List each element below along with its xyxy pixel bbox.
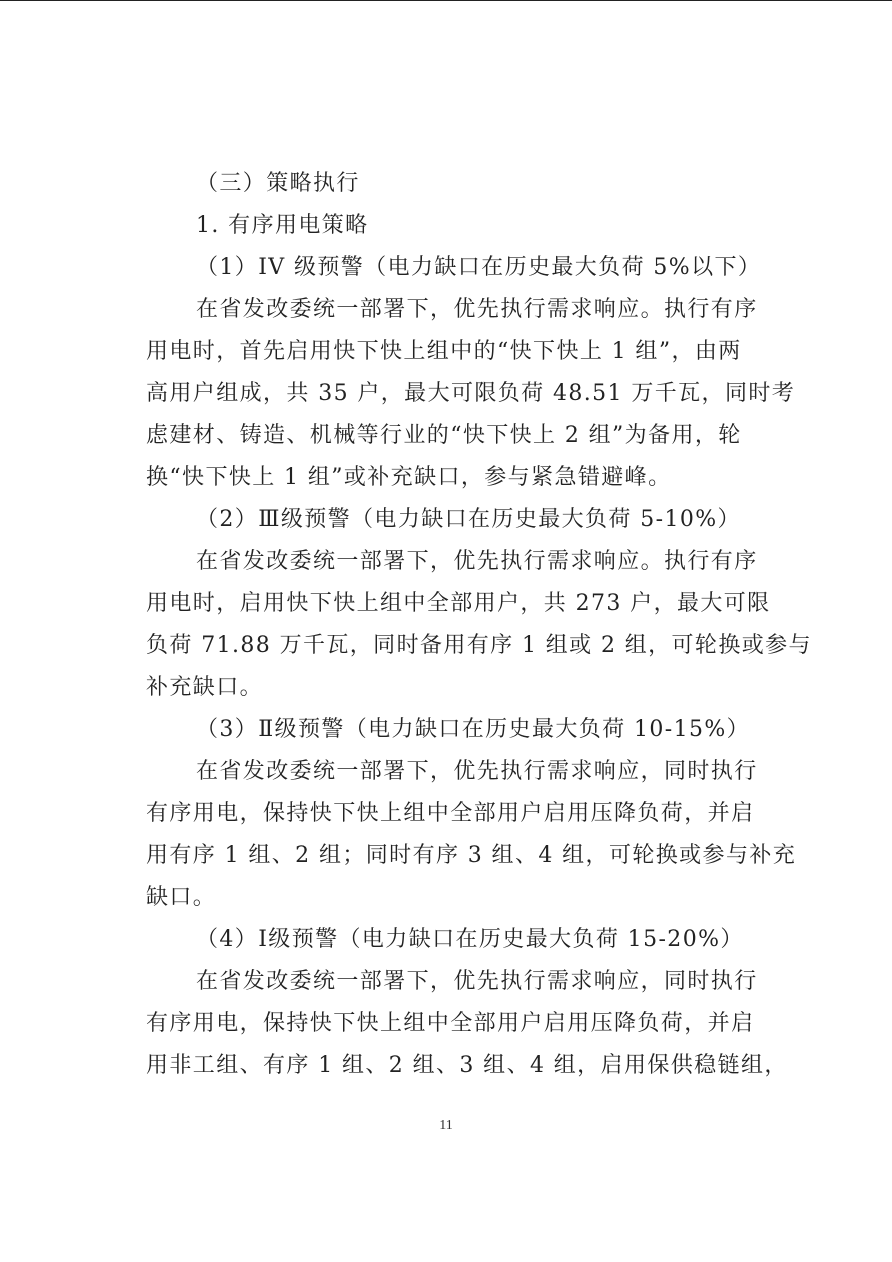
body-text bbox=[146, 163, 812, 1087]
level4-p1: 在省发改委统一部署下，优先执行需求响应。执行有序 bbox=[196, 297, 758, 322]
level2-title: （3）Ⅱ级预警（电力缺口在历史最大负荷 10-15%） bbox=[196, 717, 751, 742]
level1-p3: 用非工组、有序 1 组、2 组、3 组、4 组，启用保供稳链组， bbox=[146, 1053, 788, 1078]
level2-p3: 用有序 1 组、2 组；同时有序 3 组、4 组，可轮换或参与补充 bbox=[146, 843, 797, 868]
level3-p2: 用电时，启用快下快上组中全部用户，共 273 户，最大可限 bbox=[146, 591, 771, 616]
level1-p1: 在省发改委统一部署下，优先执行需求响应，同时执行 bbox=[196, 969, 758, 994]
level3-p4: 补充缺口。 bbox=[146, 675, 264, 700]
level3-p1: 在省发改委统一部署下，优先执行需求响应。执行有序 bbox=[196, 549, 758, 574]
level4-p2: 用电时，首先启用快下快上组中的“快下快上 1 组”，由两 bbox=[146, 339, 742, 364]
level3-title: （2）Ⅲ级预警（电力缺口在历史最大负荷 5-10%） bbox=[196, 507, 741, 532]
level3-p3: 负荷 71.88 万千瓦，同时备用有序 1 组或 2 组，可轮换或参与 bbox=[146, 633, 812, 658]
page-number: 11 bbox=[439, 1118, 453, 1133]
heading-sub: 1. 有序用电策略 bbox=[196, 213, 369, 238]
level1-title: （4）Ⅰ级预警（电力缺口在历史最大负荷 15-20%） bbox=[196, 927, 744, 952]
level4-p3: 高用户组成，共 35 户，最大可限负荷 48.51 万千瓦，同时考 bbox=[146, 381, 796, 406]
level4-p4: 虑建材、铸造、机械等行业的“快下快上 2 组”为备用，轮 bbox=[146, 423, 742, 448]
level2-p4: 缺口。 bbox=[146, 885, 217, 910]
level2-p2: 有序用电，保持快下快上组中全部用户启用压降负荷，并启 bbox=[146, 801, 755, 826]
level4-p5: 换“快下快上 1 组”或补充缺口，参与紧急错避峰。 bbox=[146, 465, 672, 490]
level1-p2: 有序用电，保持快下快上组中全部用户启用压降负荷，并启 bbox=[146, 1011, 755, 1036]
level2-p1: 在省发改委统一部署下，优先执行需求响应，同时执行 bbox=[196, 759, 758, 784]
level4-title: （1）IV 级预警（电力缺口在历史最大负荷 5%以下） bbox=[196, 255, 762, 280]
heading-section: （三）策略执行 bbox=[196, 171, 360, 196]
